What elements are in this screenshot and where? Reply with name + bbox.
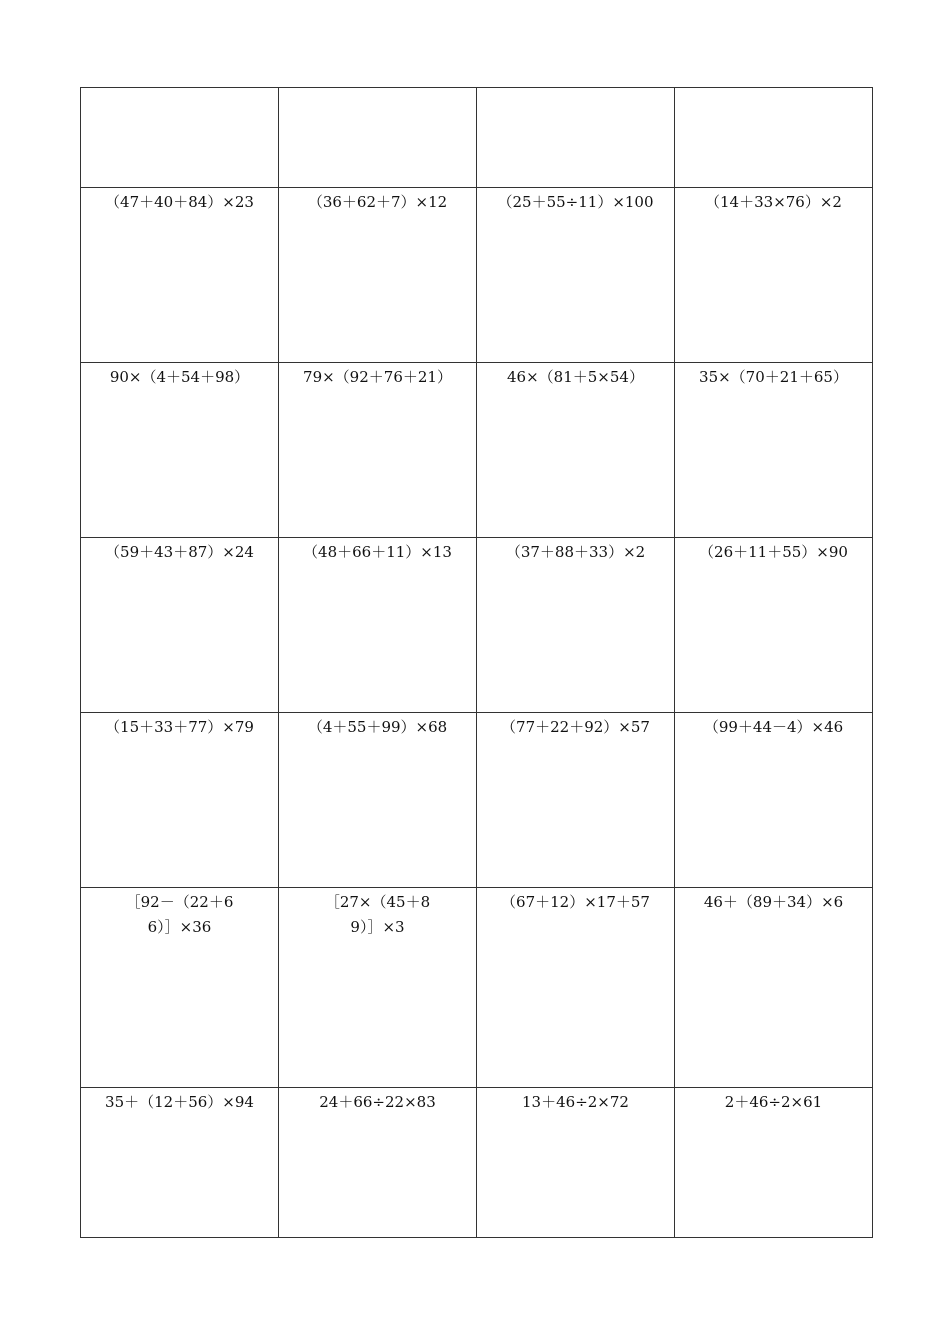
table-cell [81,363,279,538]
table-cell [477,1088,675,1238]
table-cell [675,713,873,888]
table-cell [675,188,873,363]
table-cell [477,888,675,1088]
expression: 35＋（12＋56）×94 [105,1093,254,1111]
table-cell [477,538,675,713]
table-row [81,538,873,713]
table-cell [477,363,675,538]
expression: 2＋46÷2×61 [724,1093,823,1111]
table-cell [675,888,873,1088]
expression: 90×（4＋54＋98） [109,368,250,386]
expression: （36＋62＋7）×12 [307,193,448,211]
table-row [81,1088,873,1238]
table-cell [279,888,477,1088]
expression: ［92－（22＋66）］×36 [125,893,234,936]
expression: （14＋33×76）×2 [705,193,842,211]
table-cell [279,538,477,713]
expression: 35×（70＋21＋65） [699,368,848,386]
expression: （77＋22＋92）×57 [501,718,650,736]
expression: ［27×（45＋89）］×3 [324,893,431,936]
table-cell [675,538,873,713]
table-cell [81,888,279,1088]
expression: （26＋11＋55）×90 [699,543,848,561]
expression: （99＋44－4）×46 [703,718,844,736]
table-cell [81,538,279,713]
table-cell [81,1088,279,1238]
table-cell [279,88,477,188]
expression [675,88,872,90]
expression: （48＋66＋11）×13 [303,543,452,561]
table-cell [675,1088,873,1238]
table-cell [81,88,279,188]
table-row [81,888,873,1088]
table-cell [81,713,279,888]
table-cell [279,1088,477,1238]
table-row [81,713,873,888]
table-cell [279,363,477,538]
table-cell [477,188,675,363]
worksheet-table [80,87,873,1238]
table-cell [675,363,873,538]
expression: （59＋43＋87）×24 [105,543,254,561]
table-cell [477,713,675,888]
expression [477,88,674,90]
table-cell [675,88,873,188]
expression: （4＋55＋99）×68 [307,718,448,736]
expression: （15＋33＋77）×79 [105,718,254,736]
table-cell [477,88,675,188]
expression: 79×（92＋76＋21） [303,368,452,386]
expression: 46×（81＋5×54） [507,368,644,386]
table-row [81,88,873,188]
expression: （25＋55÷11）×100 [497,193,654,211]
expression: （47＋40＋84）×23 [105,193,254,211]
expression: （67＋12）×17＋57 [501,893,650,911]
expression: （37＋88＋33）×2 [505,543,646,561]
table-row [81,188,873,363]
expression: 24＋66÷22×83 [319,1093,436,1111]
expression [279,88,476,90]
expression [81,88,278,90]
table-cell [81,188,279,363]
expression: 46＋（89＋34）×6 [703,893,844,911]
expression: 13＋46÷2×72 [522,1093,629,1111]
table-cell [279,188,477,363]
table-row [81,363,873,538]
table-cell [279,713,477,888]
